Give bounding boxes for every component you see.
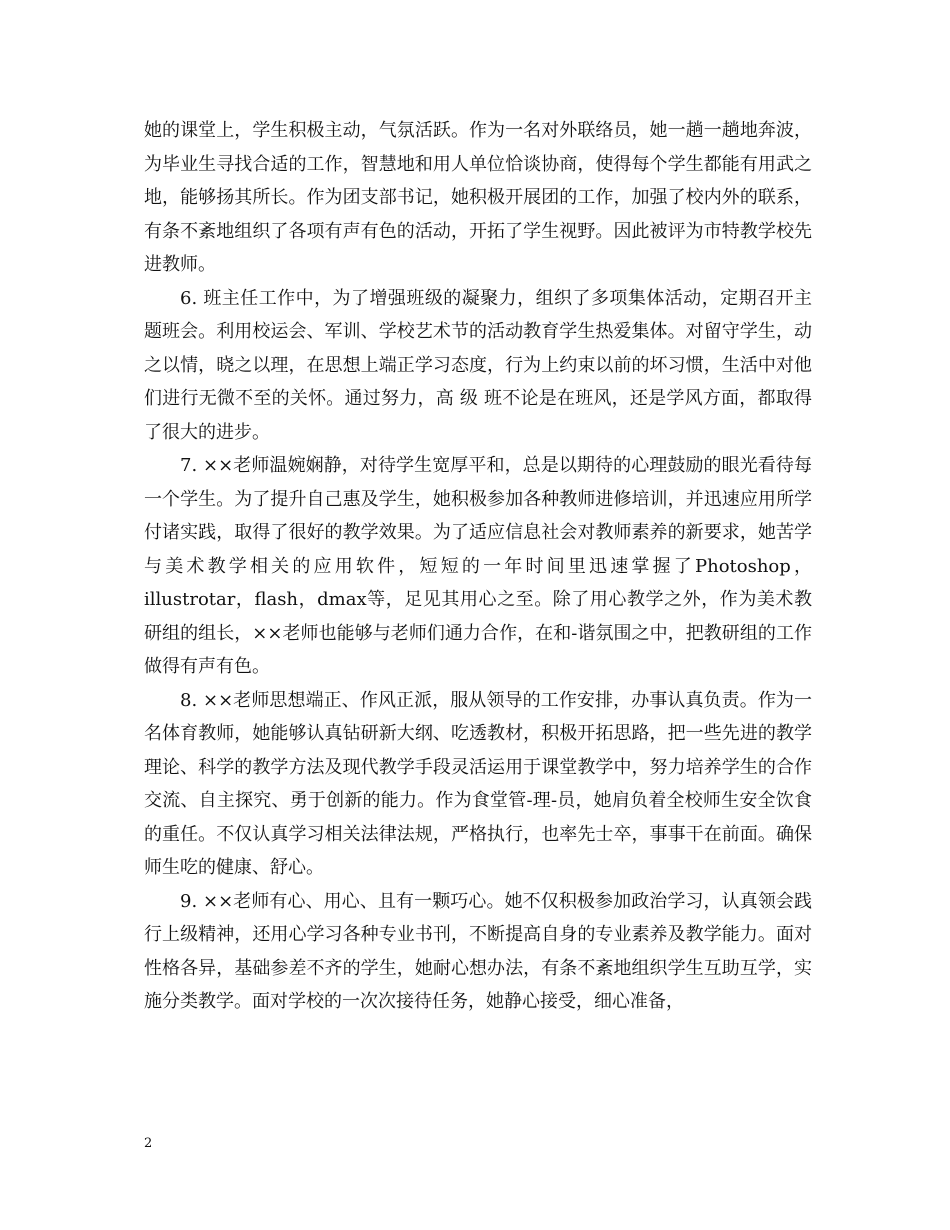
paragraph-item-9: 9. ××老师有心、用心、且有一颗巧心。她不仅积极参加政治学习，认真领会践行上级精神，还用心学习各种专业书刊，不断提高自身的专业素养及教学能力。面对性格各异，基础参差不齐的学生，她耐心想办法，有条不紊地组织学生互助互学，实施分类教学。面对学校的一次次接待任务，她静心接受，细心准备， — [144, 890, 812, 1012]
paragraph-item-6: 6. 班主任工作中，为了增强班级的凝聚力，组织了多项集体活动，定期召开主题班会。利用校运会、军训、学校艺术节的活动教育学生热爱集体。对留守学生，动之以情，晓之以理，在思想上端正学习态度，行为上约束以前的坏习惯，生活中对他们进行无微不至的关怀。通过努力，高 级 班不论是在班风，还是学风方面，都取得了很大的进步。 — [144, 287, 812, 443]
paragraph-item-7: 7. ××老师温婉娴静，对待学生宽厚平和，总是以期待的心理鼓励的眼光看待每一个学生。为了提升自己惠及学生，她积极参加各种教师进修培训，并迅速应用所学付诸实践，取得了很好的教学效果。为了适应信息社会对教师素养的新要求，她苦学与美术教学相关的应用软件，短短的一年时间里迅速掌握了Photoshop，illustrotar，flash，dmax等，足见其用心之至。除了用心教学之外，作为美术教研组的组长，××老师也能够与老师们通力合作，在和-谐氛围之中，把教研组的工作做得有声有色。 — [144, 455, 812, 677]
paragraph-item-8: 8. ××老师思想端正、作风正派，服从领导的工作安排，办事认真负责。作为一名体育教师，她能够认真钻研新大纲、吃透教材，积极开拓思路，把一些先进的教学理论、科学的教学方法及现代教学手段灵活运用于课堂教学中，努力培养学生的合作交流、自主探究、勇于创新的能力。作为食堂管-理-员，她肩负着全校师生安全饮食的重任。不仅认真学习相关法律法规，严格执行，也率先士卒，事事干在前面。确保师生吃的健康、舒心。 — [144, 689, 812, 878]
page-number: 2 — [144, 1136, 153, 1151]
paragraph-continuation: 她的课堂上，学生积极主动，气氛活跃。作为一名对外联络员，她一趟一趟地奔波，为毕业生寻找合适的工作，智慧地和用人单位恰谈协商，使得每个学生都能有用武之地，能够扬其所长。作为团支部书记，她积极开展团的工作，加强了校内外的联系，有条不紊地组织了各项有声有色的活动，开拓了学生视野。因此被评为市特教学校先进教师。 — [144, 120, 812, 275]
document-body — [144, 114, 812, 1019]
